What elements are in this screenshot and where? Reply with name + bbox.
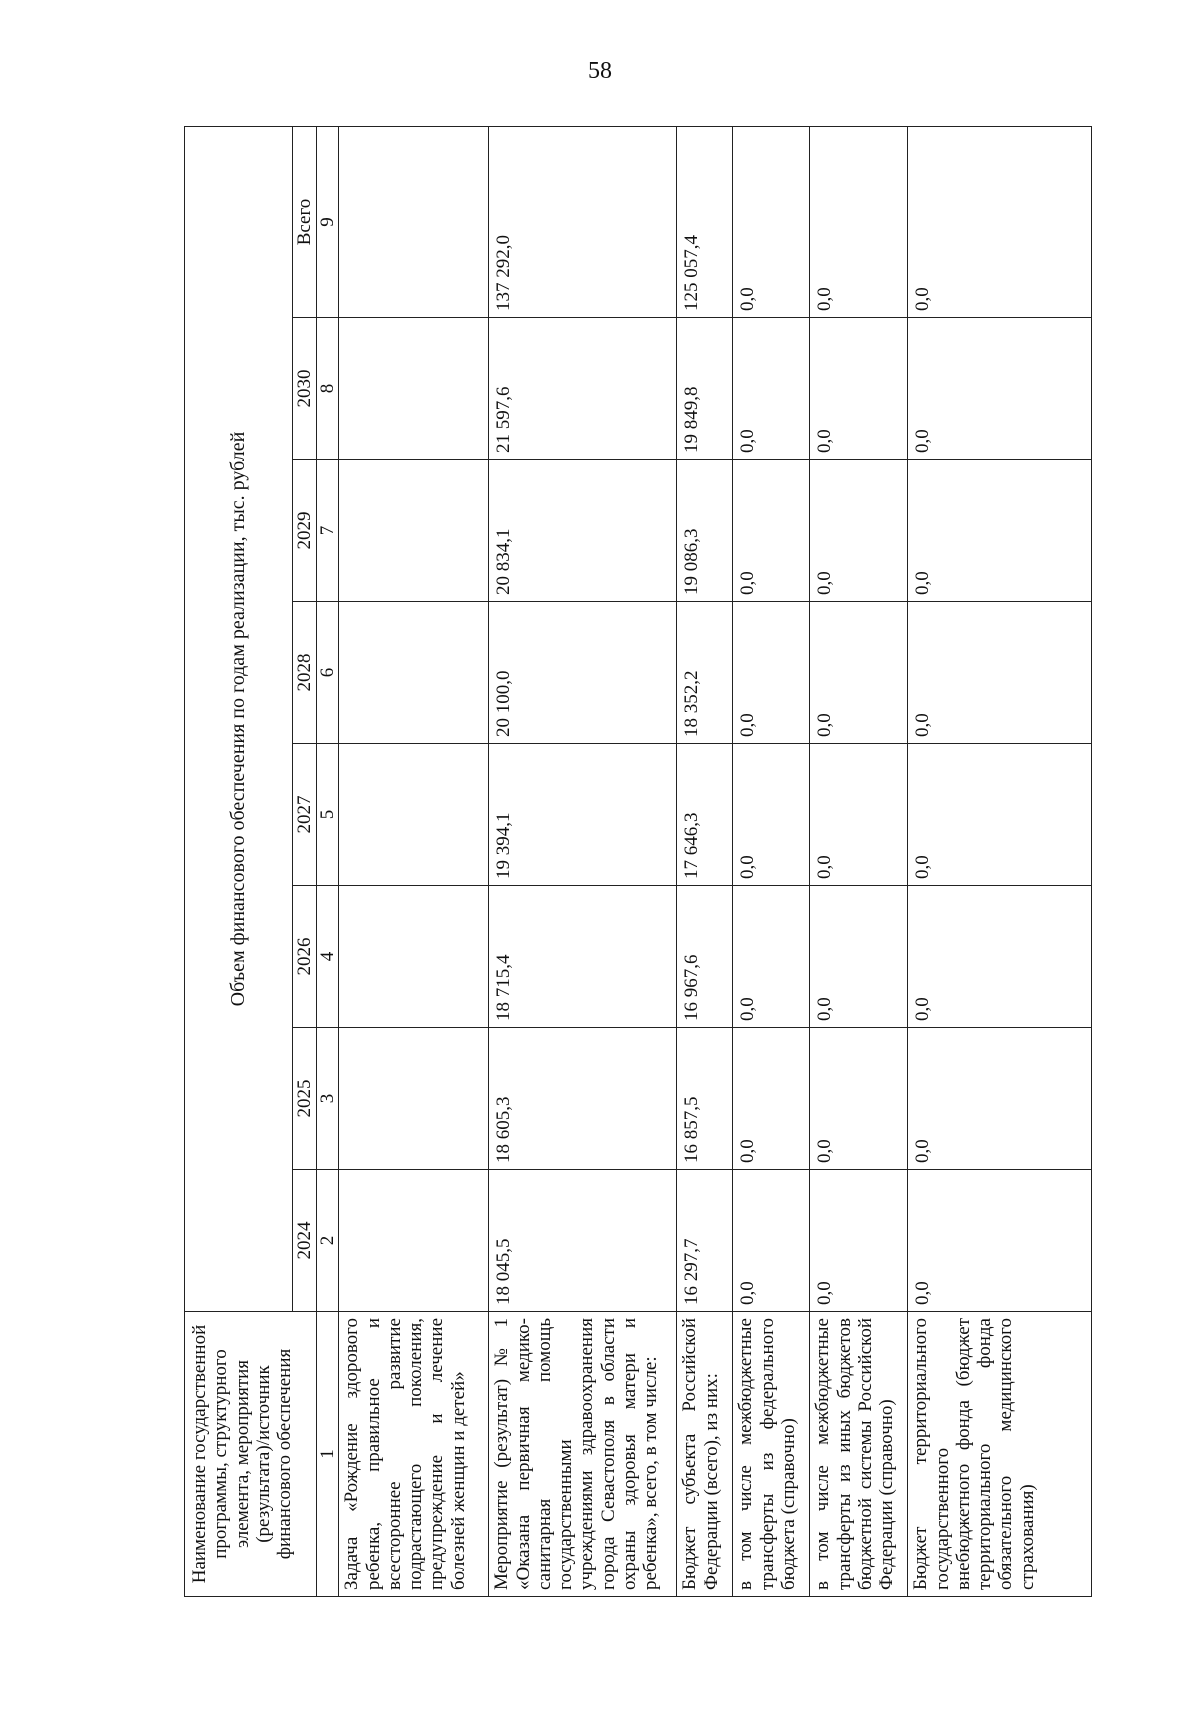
cell-value: 21 597,6: [489, 318, 677, 460]
cell-value: [339, 460, 489, 602]
table-row: [733, 126, 810, 1596]
row-name-measure: Мероприятие (результат) № 1 «Оказана первичная медико-санитарная помощь государственными учреждениями здравоохранения города Севастополя в области охраны здоровья матери и ребенка», всего, в том числе:: [489, 1312, 677, 1597]
cell-value: 0,0: [810, 460, 908, 602]
cell-value: 125 057,4: [677, 126, 733, 317]
cell-value: 0,0: [908, 886, 1092, 1028]
cell-value: 0,0: [733, 318, 810, 460]
column-number: 1: [317, 1312, 339, 1597]
cell-value: 0,0: [810, 886, 908, 1028]
cell-value: [339, 126, 489, 317]
row-name-other-transfers: в том числе межбюджетные трансферты из иных бюджетов бюджетной системы Российской Федерации (справочно): [810, 1312, 908, 1597]
cell-value: [339, 1028, 489, 1170]
cell-value: 16 967,6: [677, 886, 733, 1028]
row-name-federal-transfers: в том числе межбюджетные трансферты из федерального бюджета (справочно): [733, 1312, 810, 1597]
cell-value: 20 100,0: [489, 602, 677, 744]
financing-table: [184, 126, 1092, 1597]
cell-value: 0,0: [908, 1028, 1092, 1170]
page-number: 58: [588, 58, 612, 84]
row-name-task: Задача «Рождение здорового ребенка, правильное и всестороннее развитие подрастающего поколения, предупреждение и лечение болезней женщин и детей»: [339, 1312, 489, 1597]
cell-value: [339, 886, 489, 1028]
cell-value: 16 857,5: [677, 1028, 733, 1170]
cell-value: [339, 318, 489, 460]
header-total: Всего: [293, 126, 317, 317]
cell-value: 0,0: [810, 602, 908, 744]
header-name-column: Наименование государственной программы, структурного элемента, мероприятия (результата)/источник финансового обеспечения: [185, 1312, 317, 1597]
header-year: 2024: [293, 1170, 317, 1312]
cell-value: 0,0: [733, 460, 810, 602]
column-number: 5: [317, 744, 339, 886]
column-number: 9: [317, 126, 339, 317]
cell-value: 19 394,1: [489, 744, 677, 886]
cell-value: 19 086,3: [677, 460, 733, 602]
cell-value: 0,0: [810, 318, 908, 460]
column-number: 7: [317, 460, 339, 602]
cell-value: 17 646,3: [677, 744, 733, 886]
header-year: 2027: [293, 744, 317, 886]
cell-value: 18 605,3: [489, 1028, 677, 1170]
table-row: [810, 126, 908, 1596]
cell-value: 137 292,0: [489, 126, 677, 317]
cell-value: 0,0: [733, 1170, 810, 1312]
column-number: 4: [317, 886, 339, 1028]
column-number: 2: [317, 1170, 339, 1312]
table-row: [489, 126, 677, 1596]
cell-value: [339, 1170, 489, 1312]
header-year: 2028: [293, 602, 317, 744]
cell-value: 0,0: [908, 602, 1092, 744]
header-year: 2029: [293, 460, 317, 602]
cell-value: 0,0: [733, 886, 810, 1028]
cell-value: 18 352,2: [677, 602, 733, 744]
table-header-row-1: [185, 126, 293, 1596]
header-volume-title: Объем финансового обеспечения по годам реализации, тыс. рублей: [185, 126, 293, 1311]
row-name-fund-budget: Бюджет территориального государственного внебюджетного фонда (бюджет территориального фонда обязательного медицинского страхования): [908, 1312, 1092, 1597]
cell-value: 0,0: [733, 1028, 810, 1170]
cell-value: 0,0: [908, 744, 1092, 886]
header-year: 2025: [293, 1028, 317, 1170]
cell-value: 0,0: [733, 602, 810, 744]
cell-value: 0,0: [908, 460, 1092, 602]
cell-value: 0,0: [810, 1170, 908, 1312]
row-name-regional-budget: Бюджет субъекта Российской Федерации (всего), из них:: [677, 1312, 733, 1597]
cell-value: [339, 602, 489, 744]
header-year: 2030: [293, 318, 317, 460]
header-year: 2026: [293, 886, 317, 1028]
rotated-table-wrapper: [184, 127, 1089, 1597]
cell-value: 16 297,7: [677, 1170, 733, 1312]
column-number: 6: [317, 602, 339, 744]
column-number: 3: [317, 1028, 339, 1170]
cell-value: 0,0: [908, 126, 1092, 317]
cell-value: 0,0: [733, 126, 810, 317]
cell-value: 0,0: [908, 1170, 1092, 1312]
cell-value: [339, 744, 489, 886]
table-column-numbers-row: [317, 126, 339, 1596]
cell-value: 0,0: [908, 318, 1092, 460]
table-row: [677, 126, 733, 1596]
cell-value: 20 834,1: [489, 460, 677, 602]
cell-value: 19 849,8: [677, 318, 733, 460]
cell-value: 0,0: [733, 744, 810, 886]
cell-value: 18 045,5: [489, 1170, 677, 1312]
table-row: [339, 126, 489, 1596]
cell-value: 0,0: [810, 126, 908, 317]
table-row: [908, 126, 1092, 1596]
cell-value: 0,0: [810, 744, 908, 886]
column-number: 8: [317, 318, 339, 460]
cell-value: 18 715,4: [489, 886, 677, 1028]
cell-value: 0,0: [810, 1028, 908, 1170]
